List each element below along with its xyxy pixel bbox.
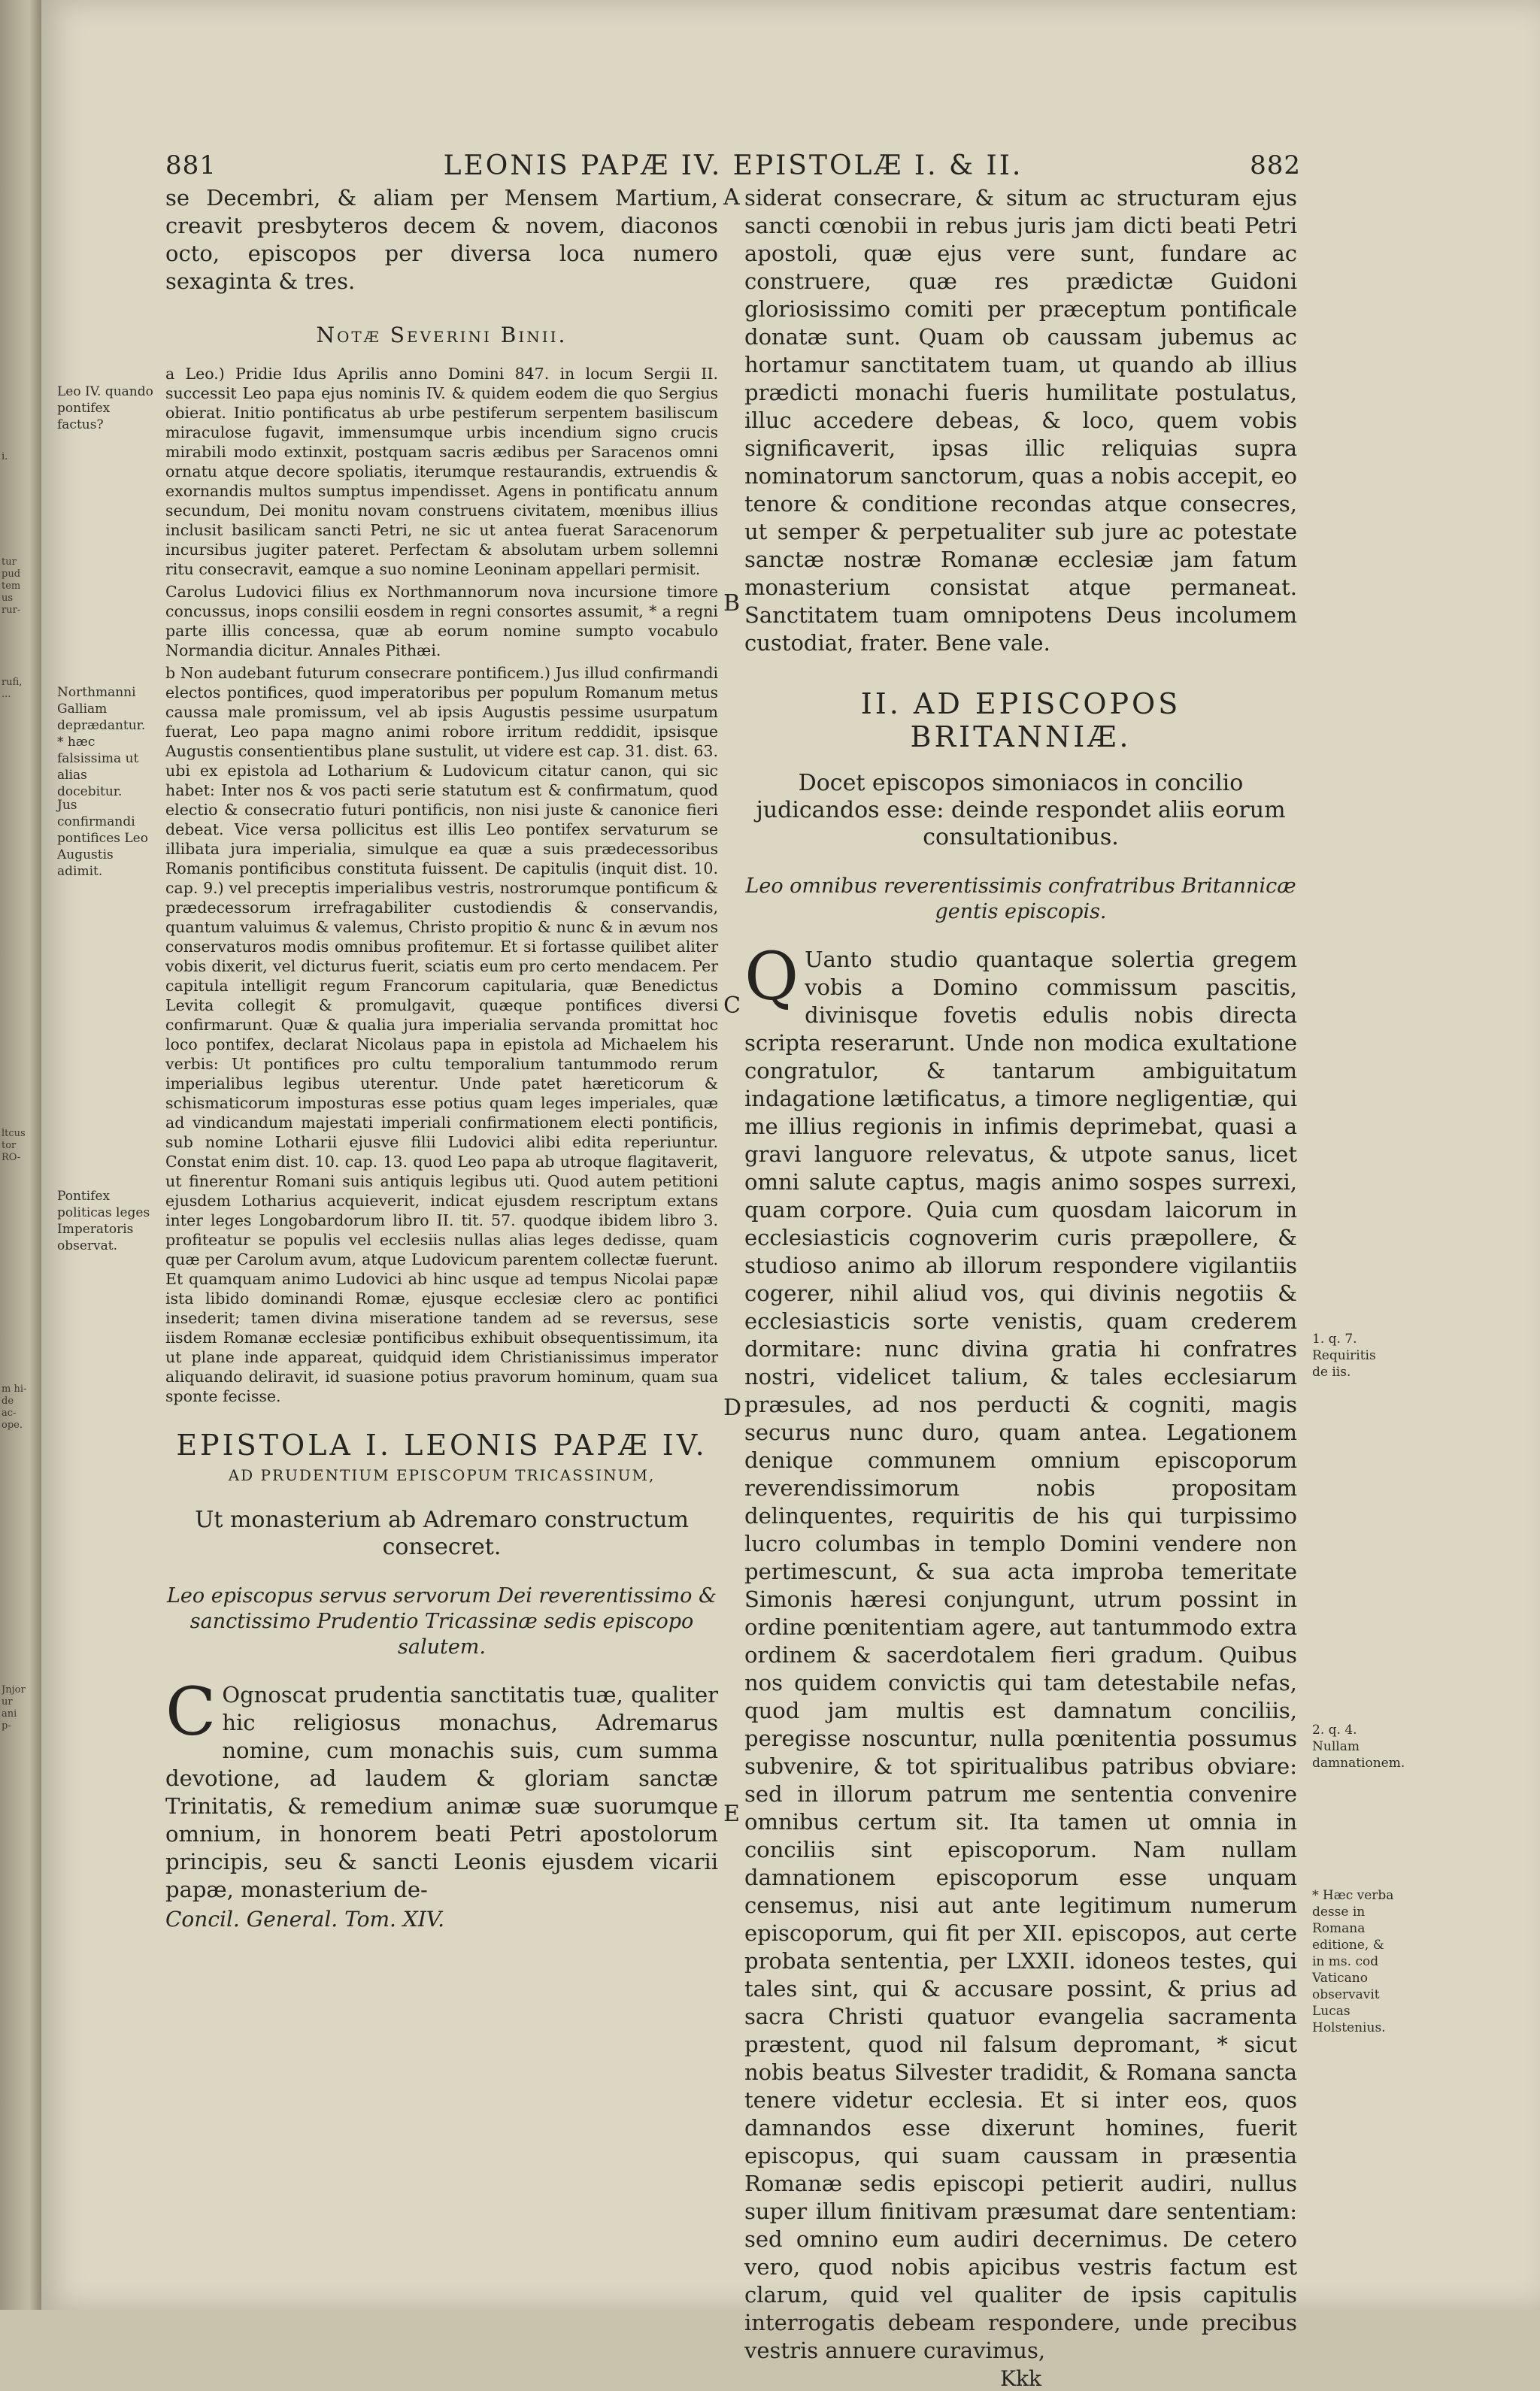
gutter-fragment: rufi, ... [2,677,23,700]
section-letter: D [723,1395,742,1421]
catchword: Kkk [1000,2366,1041,2391]
notes-block [165,364,718,1406]
epistle-salutation: Leo episcopus servus servorum Dei reverentissimo & sanctissimo Prudentio Tricassinæ sedis episcopo salutem. [166,1584,717,1659]
margin-note: Northmanni Galliam deprædantur. * hæc falsissima ut alias docebitur. [57,685,146,799]
margin-note: Leo IV. quando pontifex factus? [57,384,153,432]
second-epistle-salutation: Leo omnibus reverentissimis confratribus Britannicæ gentis episcopis. [745,874,1296,923]
note-paragraph: b Non audebant futurum consecrare pontificem.) Jus illud confirmandi electos pontifices, quod imperatoribus per populum Romanum metus caussa male promissum, vel ab ipsis Augustis pessime usurpatum fuerat, Leo papa magno animi robore irritum reddidit, ipsisque Augustis consentientibus plane sustulit, ut videre est cap. 31. dist. 63. ubi ex epistola ad Lotharium & Ludovicum citatur canon, qui sic habet: Inter nos & vos pacti serie statutum est & confirmatum, quod electio & consecratio futuri pontificis, non nisi juste & canonice fieri debeat. Vice versa pollicitus est illis Leo pontifex servaturum se illibata jura imperialia, simulque ea quæ a suis prædecessoribus Romanis pontificibus constituta fuissent. De capitulis (inquit dist. 10. cap. 9.) vel preceptis imperialibus vestris, nostrorumque pontificum & prædecessorum irrefragabiliter custodiendis & conservandis, quantum valuimus & valemus, Christo propitio & nunc & in ævum nos conservaturos modis omnibus profitemur. Et si fortasse quilibet aliter vobis dixerit, vel dicturus fuerit, sciatis eum pro certo mendacem. Per capitula intelligit regum Francorum capitularia, quæ Benedictus Levita collegit & promulgavit, quæque pontifices diversi confirmarunt. Quæ & qualia jura imperialia servanda promittat hoc loco pontifex, declarat Nicolaus papa in epistola ad Michaelem his verbis: Ut pontifices pro cultu temporalium tantummodo rerum imperialibus legibus uterentur. Unde patet hæreticorum & schismaticorum imposturas esse potius quam leges imperiales, quæ ad vindicandum majestati imperiali confirmationem electi pontificis, sub nomine Lotharii ejusve filii Ludovici alibi edita reperiuntur. Constat enim dist. 10. cap. 13. quod Leo papa ab utroque flagitaverit, ut finerentur Romani suis antiquis legibus uti. Quod autem petitioni ejusdem Lotharius acquieverit, indicat ejusdem rescriptum extans inter leges Longobardorum libro II. tit. 57. quodque ibidem libro 3. profiteatur se populis vel ecclesiis nullas alias leges dedisse, quam quæ per Carolum avum, atque Ludovicum parentem collectæ fuerunt. Et quamquam animo Ludovici ab hinc usque ad tempus Nicolai papæ ista libido dominandi Romæ, ejusque ecclesiæ clero ac pontifici insederit; tamen divina miseratione tandem ad se reversus, sese iisdem Romanæ ecclesiæ pontificibus exhibuit obsequentissimum, ita ut plane inde appareat, quidquid idem Christianissimus imperator aliquando deliravit, id suasione potius pravorum hominum, quam sua sponte fecisse. [165,664,718,1405]
section-letter: A [723,184,740,211]
epistle-text [165,1673,718,1904]
note-paragraph: a Leo.) Pridie Idus Aprilis anno Domini 847. in locum Sergii II. successit Leo papa ejus nominis IV. & quidem eodem die quo Sergius obierat. Initio pontificatus ab urbe pestiferum serpentem basiliscum miraculose fugavit, immensumque urbis incendium signo crucis mirabili modo extinxit, postquam sacris ædibus per Saracenos omni ornatu atque decore spoliatis, iterumque restaurandis, extruendis & exornandis multos sumptus impendisset. Agens in pontificatu annum secundum, Dei monitu novam construens civitatem, mœnibus illius inclusit basilicam sancti Petri, ne sic ut antea fuerat Saracenorum incursibus jugiter pateret. Perfectam & absolutam urbem sollemni ritu consecravit, eamque a suo nomine Leoninam appellari permisit. [165,365,718,578]
margin-note: 2. q. 4. Nullam damnationem. [1312,1723,1405,1771]
continued-text: siderat consecrare, & situm ac structuram ejus sancti cœnobii in rebus juris jam dicti beati Petri apostoli, quæ ejus vere sunt, fundare ac construere, quæ res prædictæ Guidoni gloriosissimo comiti per præceptum pontificale donatæ sunt. Quam ob caussam jubemus ac hortamur sanctitatem tuam, ut quando ab illius prædicti monachi fueris humilitate postulatus, illuc accedere debeas, & loco, quem vobis significaverit, ipsas illic reliquias supra nominatorum sanctorum, quas a nobis accepit, eo tenore & conditione recondas atque consecres, ut semper & perpetualiter sub jure ac potestate sanctæ nostræ Romanæ ecclesiæ jam fatum monasterium consistat atque permaneat. Sanctitatem tuam omnipotens Deus incolumem custodiat, frater. Bene vale. [744,185,1297,656]
page-header [165,150,1301,188]
margin-note: Jus confirmandi pontifices Leo Augustis adimit. [57,798,148,879]
section-letter: C [723,992,741,1019]
second-epistle-body: Uanto studio quantaque solertia gregem vobis a Domino commissum pascitis, divinisque fovetis edulis nobis directa scripta reserarunt. Unde non modica exultatione congratulor, & tantarum ambiguitatum indagatione lætificatus, a timore negligentiæ, qui me illius regionis in infimis deprimebat, quasi a gravi languore relevatus, & utpote sanus, licet omni salute captus, magis animo sospes surrexi, quam corpore. Quia cum quosdam laicorum in ecclesiasticis cognoverim curis præpollere, & studioso animo ab illorum respondere vigilantiis cogerer, nihil aliud vos, qui divinis negotiis & ecclesiasticis sorte venistis, quam crederem dormitare: nunc divina gratia hi confratres nostri, videlicet talium, & tales ecclesiarum præsules, ad nos perducti & cogniti, magis securus nunc duro, quam antea. Legationem denique communem omnium episcoporum reverendissimorum nobis propositam delinquentes, requiritis de his qui turpissimo lucro columbas in templo Domini vendere non pertimescunt, & sua acta improba temeritate Simonis hæresi conjungunt, utrum possint in ordine pœnitentiam agere, aut tantummodo extra ordinem & sacerdotalem fieri gradum. Quibus nos quidem convictis qui tam detestabile nefas, quod jam multis est damnatum conciliis, peregisse noscuntur, nulla pœnitentia possumus subvenire, & tot spiritualibus patribus obviare: sed in illorum patrum me sententia convenire omnibus certum sit. Ita tamen ut omnia in conciliis sint episcoporum. Nam nullam damnationem episcoporum esse unquam censemus, nisi aut ante legitimum numerum episcoporum, qui fit per XII. episcopos, aut certe probata sententia, per LXXII. idoneos testes, qui tales sint, qui & accusare possint, & prius ad sacra Christi quatuor evangelia sacramenta præstent, quod nil falsum depromant, * sicut nobis beatus Silvester tradidit, & Romana sancta tenere videtur ecclesia. Et si inter eos, quos damnandos esse dixerunt homines, fuerit episcopus, qui suam caussam in præsentia Romanæ sedis episcopi petierit audiri, nullus super illum finitivam præsumat dare sententiam: sed omnino eum audiri decernimus. De cetero vero, quod nobis apicibus vestris factum est clarum, quid vel qualiter de ipsis capitulis interrogatis debeam respondere, unde precibus vestris annuere curavimus, [744,947,1297,2363]
drop-cap: Q [744,938,799,1015]
page-number-left: 881 [165,150,217,180]
margin-note: Pontifex politicas leges Imperatoris observat. [57,1189,150,1253]
gutter-fragment: tur pud tem us rur- [2,556,21,616]
volume-footer: Concil. General. Tom. XIV. [165,1907,445,1932]
epistle-topic: Ut monasterium ab Adremaro constructum consecret. [195,1507,689,1560]
epistle-body: Ognoscat prudentia sanctitatis tuæ, qualiter hic religiosus monachus, Adremarus nomine, cum monachis suis, cum summa devotione, ad laudem & gloriam sanctæ Trinitatis, & remedium animæ suæ suorumque omnium, in honorem beati Petri apostolorum principis, seu & sancti Leonis ejusdem vicarii papæ, monasterium de- [165,1682,718,1902]
intro-text: se Decembri, & aliam per Mensem Martium, creavit presbyteros decem & novem, diaconos octo, episcopos per diversa loca numero sexaginta & tres. [165,185,718,294]
second-epistle-topic: Docet episcopos simoniacos in concilio judicandos esse: deinde respondet aliis eorum consultationibus. [756,770,1286,850]
margin-note: 1. q. 7. Requiritis de iis. [1312,1332,1376,1380]
drop-cap: C [165,1673,217,1750]
right-column [744,184,1297,2391]
gutter-fragment: Jnjor ur ani p- [2,1684,26,1732]
gutter-fragment: i. [2,451,8,462]
running-title: LEONIS PAPÆ IV. EPISTOLÆ I. & II. [443,150,1023,181]
notes-heading: Notæ Severini Binii. [316,323,568,347]
note-paragraph: Carolus Ludovici filius ex Northmannorum nova incursione timore concussus, inops consilii eosdem in regni consortes assumit, * a regni parte illis concessa, quæ ab eorum nomine sumpto vocabulo Normandia dicitur. Annales Pithæi. [165,583,718,659]
margin-note: * Hæc verba desse in Romana editione, & in ms. cod Vaticano observavit Lucas Holstenius. [1312,1888,1394,2035]
page-number-right: 882 [1250,150,1301,180]
epistle-heading: EPISTOLA I. LEONIS PAPÆ IV. [176,1429,708,1462]
second-epistle-heading: II. AD EPISCOPOS BRITANNIÆ. [860,687,1181,753]
second-epistle-text [744,938,1297,2365]
section-letter: E [723,1801,740,1827]
left-column [165,184,718,1932]
epistle-subheading: AD PRUDENTIUM EPISCOPUM TRICASSINUM, [228,1466,656,1484]
gutter-fragment: ltcus tor RO- [2,1128,26,1163]
gutter-fragment: m hi- de ac- ope. [2,1383,27,1431]
previous-page-edge [0,0,41,2310]
section-letter: B [723,590,741,617]
